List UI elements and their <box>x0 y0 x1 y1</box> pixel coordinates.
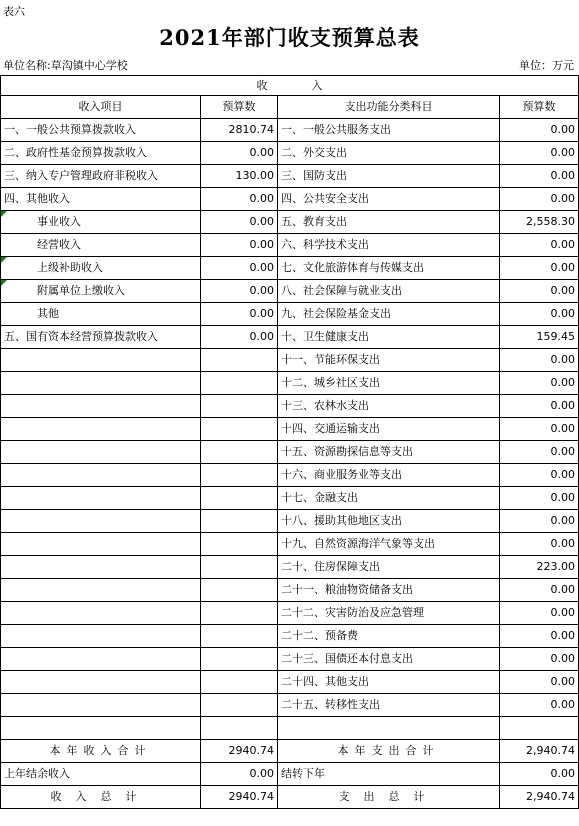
income-item <box>1 694 201 717</box>
cell-comment-marker <box>1 280 7 286</box>
year-income-label: 本年收入合计 <box>1 740 201 763</box>
year-expense-label: 本年支出合计 <box>278 740 500 763</box>
expense-amount: 0.00 <box>500 533 579 556</box>
expense-item: 一、一般公共服务支出 <box>278 119 500 142</box>
expense-item: 五、教育支出 <box>278 211 500 234</box>
carry-out-label: 结转下年 <box>278 763 500 786</box>
expense-item: 二、外交支出 <box>278 142 500 165</box>
header-expense-amount: 预算数 <box>500 96 579 119</box>
income-total-value: 2940.74 <box>201 786 278 809</box>
income-amount <box>201 418 278 441</box>
expense-amount: 0.00 <box>500 280 579 303</box>
income-amount <box>201 671 278 694</box>
table-row <box>1 464 579 487</box>
income-item <box>1 418 201 441</box>
income-amount: 0.00 <box>201 257 278 280</box>
income-amount: 2810.74 <box>201 119 278 142</box>
table-row <box>1 625 579 648</box>
cell-comment-marker <box>1 257 7 263</box>
income-item: 附属单位上缴收入 <box>1 280 201 303</box>
table-row <box>1 372 579 395</box>
income-amount: 0.00 <box>201 234 278 257</box>
expense-item: 八、社会保障与就业支出 <box>278 280 500 303</box>
income-amount: 0.00 <box>201 142 278 165</box>
grand-total-row <box>1 786 579 809</box>
table-row <box>1 349 579 372</box>
income-item: 四、其他收入 <box>1 188 201 211</box>
income-item <box>1 602 201 625</box>
income-amount: 0.00 <box>201 188 278 211</box>
income-item <box>1 349 201 372</box>
income-total-label: 收入总计 <box>1 786 201 809</box>
income-amount <box>201 441 278 464</box>
table-row <box>1 234 579 257</box>
income-amount <box>201 510 278 533</box>
expense-amount: 0.00 <box>500 303 579 326</box>
table-row <box>1 671 579 694</box>
income-amount <box>201 372 278 395</box>
table-row <box>1 694 579 717</box>
income-amount <box>201 533 278 556</box>
expense-amount: 0.00 <box>500 510 579 533</box>
year-total-row <box>1 740 579 763</box>
table-row <box>1 510 579 533</box>
carry-in-value: 0.00 <box>201 763 278 786</box>
table-row <box>1 211 579 234</box>
expense-amount: 0.00 <box>500 234 579 257</box>
income-item: 二、政府性基金预算拨款收入 <box>1 142 201 165</box>
income-amount <box>201 579 278 602</box>
table-row <box>1 487 579 510</box>
expense-item: 十二、城乡社区支出 <box>278 372 500 395</box>
table-row <box>1 579 579 602</box>
income-item: 五、国有资本经营预算拨款收入 <box>1 326 201 349</box>
header-income-item: 收入项目 <box>1 96 201 119</box>
expense-amount: 0.00 <box>500 349 579 372</box>
table-row <box>1 533 579 556</box>
expense-amount: 0.00 <box>500 694 579 717</box>
income-item <box>1 487 201 510</box>
expense-item: 十八、援助其他地区支出 <box>278 510 500 533</box>
income-amount <box>201 694 278 717</box>
expense-amount: 0.00 <box>500 257 579 280</box>
income-item: 经营收入 <box>1 234 201 257</box>
expense-amount: 2,558.30 <box>500 211 579 234</box>
income-item <box>1 510 201 533</box>
expense-item: 十三、农林水支出 <box>278 395 500 418</box>
unit-measure: 单位：万元 <box>519 59 574 72</box>
expense-amount: 0.00 <box>500 625 579 648</box>
year-expense-value: 2,940.74 <box>500 740 579 763</box>
income-item <box>1 556 201 579</box>
income-amount <box>201 464 278 487</box>
header-group: 收 入 <box>1 76 579 96</box>
income-amount: 130.00 <box>201 165 278 188</box>
expense-amount: 0.00 <box>500 372 579 395</box>
expense-amount: 0.00 <box>500 648 579 671</box>
expense-item: 七、文化旅游体育与传媒支出 <box>278 257 500 280</box>
expense-amount: 0.00 <box>500 119 579 142</box>
income-item <box>1 441 201 464</box>
expense-item: 十九、自然资源海洋气象等支出 <box>278 533 500 556</box>
unit-name: 单位名称:草沟镇中心学校 <box>3 59 128 72</box>
income-amount <box>201 625 278 648</box>
expense-total-value: 2,940.74 <box>500 786 579 809</box>
table-row <box>1 188 579 211</box>
expense-item: 二十三、国债还本付息支出 <box>278 648 500 671</box>
income-amount: 0.00 <box>201 303 278 326</box>
blank-row <box>1 717 579 740</box>
income-item <box>1 533 201 556</box>
table-number-label: 表六 <box>3 5 25 18</box>
carry-row <box>1 763 579 786</box>
income-item <box>1 648 201 671</box>
expense-item: 二十二、灾害防治及应急管理 <box>278 602 500 625</box>
table-row <box>1 119 579 142</box>
expense-amount: 0.00 <box>500 487 579 510</box>
expense-amount: 0.00 <box>500 188 579 211</box>
expense-amount: 0.00 <box>500 142 579 165</box>
table-row <box>1 648 579 671</box>
income-item <box>1 579 201 602</box>
carry-in-label: 上年结余收入 <box>1 763 201 786</box>
header-row <box>1 96 579 119</box>
cell-comment-marker <box>1 211 7 217</box>
year-income-value: 2940.74 <box>201 740 278 763</box>
income-item: 三、纳入专户管理政府非税收入 <box>1 165 201 188</box>
expense-item: 二十一、粮油物资储备支出 <box>278 579 500 602</box>
income-amount <box>201 487 278 510</box>
expense-item: 六、科学技术支出 <box>278 234 500 257</box>
expense-item: 四、公共安全支出 <box>278 188 500 211</box>
header-income-amount: 预算数 <box>201 96 278 119</box>
expense-amount: 0.00 <box>500 579 579 602</box>
income-item: 事业收入 <box>1 211 201 234</box>
expense-amount: 0.00 <box>500 671 579 694</box>
table-row <box>1 257 579 280</box>
expense-item: 二十、住房保障支出 <box>278 556 500 579</box>
expense-item: 十一、节能环保支出 <box>278 349 500 372</box>
expense-item: 二十二、预备费 <box>278 625 500 648</box>
table-row <box>1 142 579 165</box>
table-row <box>1 303 579 326</box>
expense-item: 十四、交通运输支出 <box>278 418 500 441</box>
income-item: 上级补助收入 <box>1 257 201 280</box>
carry-out-value: 0.00 <box>500 763 579 786</box>
income-item <box>1 625 201 648</box>
income-amount: 0.00 <box>201 326 278 349</box>
table-row <box>1 395 579 418</box>
expense-total-label: 支出总计 <box>278 786 500 809</box>
expense-item: 十五、资源勘探信息等支出 <box>278 441 500 464</box>
income-amount: 0.00 <box>201 211 278 234</box>
expense-item: 二十五、转移性支出 <box>278 694 500 717</box>
income-amount <box>201 602 278 625</box>
page-title: 2021年部门收支预算总表 <box>159 25 420 50</box>
table-row <box>1 441 579 464</box>
expense-amount: 0.00 <box>500 418 579 441</box>
income-amount <box>201 349 278 372</box>
expense-item: 三、国防支出 <box>278 165 500 188</box>
table-row <box>1 418 579 441</box>
table-row <box>1 602 579 625</box>
expense-amount: 0.00 <box>500 464 579 487</box>
header-group-row <box>1 76 579 96</box>
header-expense-item: 支出功能分类科目 <box>278 96 500 119</box>
expense-item: 十六、商业服务业等支出 <box>278 464 500 487</box>
income-item <box>1 464 201 487</box>
expense-item: 十七、金融支出 <box>278 487 500 510</box>
income-amount <box>201 556 278 579</box>
budget-table <box>0 75 579 809</box>
expense-amount: 223.00 <box>500 556 579 579</box>
income-amount <box>201 648 278 671</box>
expense-item: 二十四、其他支出 <box>278 671 500 694</box>
expense-amount: 0.00 <box>500 165 579 188</box>
expense-item: 九、社会保险基金支出 <box>278 303 500 326</box>
income-amount <box>201 395 278 418</box>
income-item <box>1 372 201 395</box>
income-item <box>1 395 201 418</box>
income-item: 一、一般公共预算拨款收入 <box>1 119 201 142</box>
expense-amount: 159.45 <box>500 326 579 349</box>
expense-amount: 0.00 <box>500 395 579 418</box>
income-item <box>1 671 201 694</box>
expense-amount: 0.00 <box>500 602 579 625</box>
table-row <box>1 556 579 579</box>
expense-item: 十、卫生健康支出 <box>278 326 500 349</box>
table-row <box>1 280 579 303</box>
table-row <box>1 326 579 349</box>
income-item: 其他 <box>1 303 201 326</box>
income-amount: 0.00 <box>201 280 278 303</box>
table-row <box>1 165 579 188</box>
expense-amount: 0.00 <box>500 441 579 464</box>
